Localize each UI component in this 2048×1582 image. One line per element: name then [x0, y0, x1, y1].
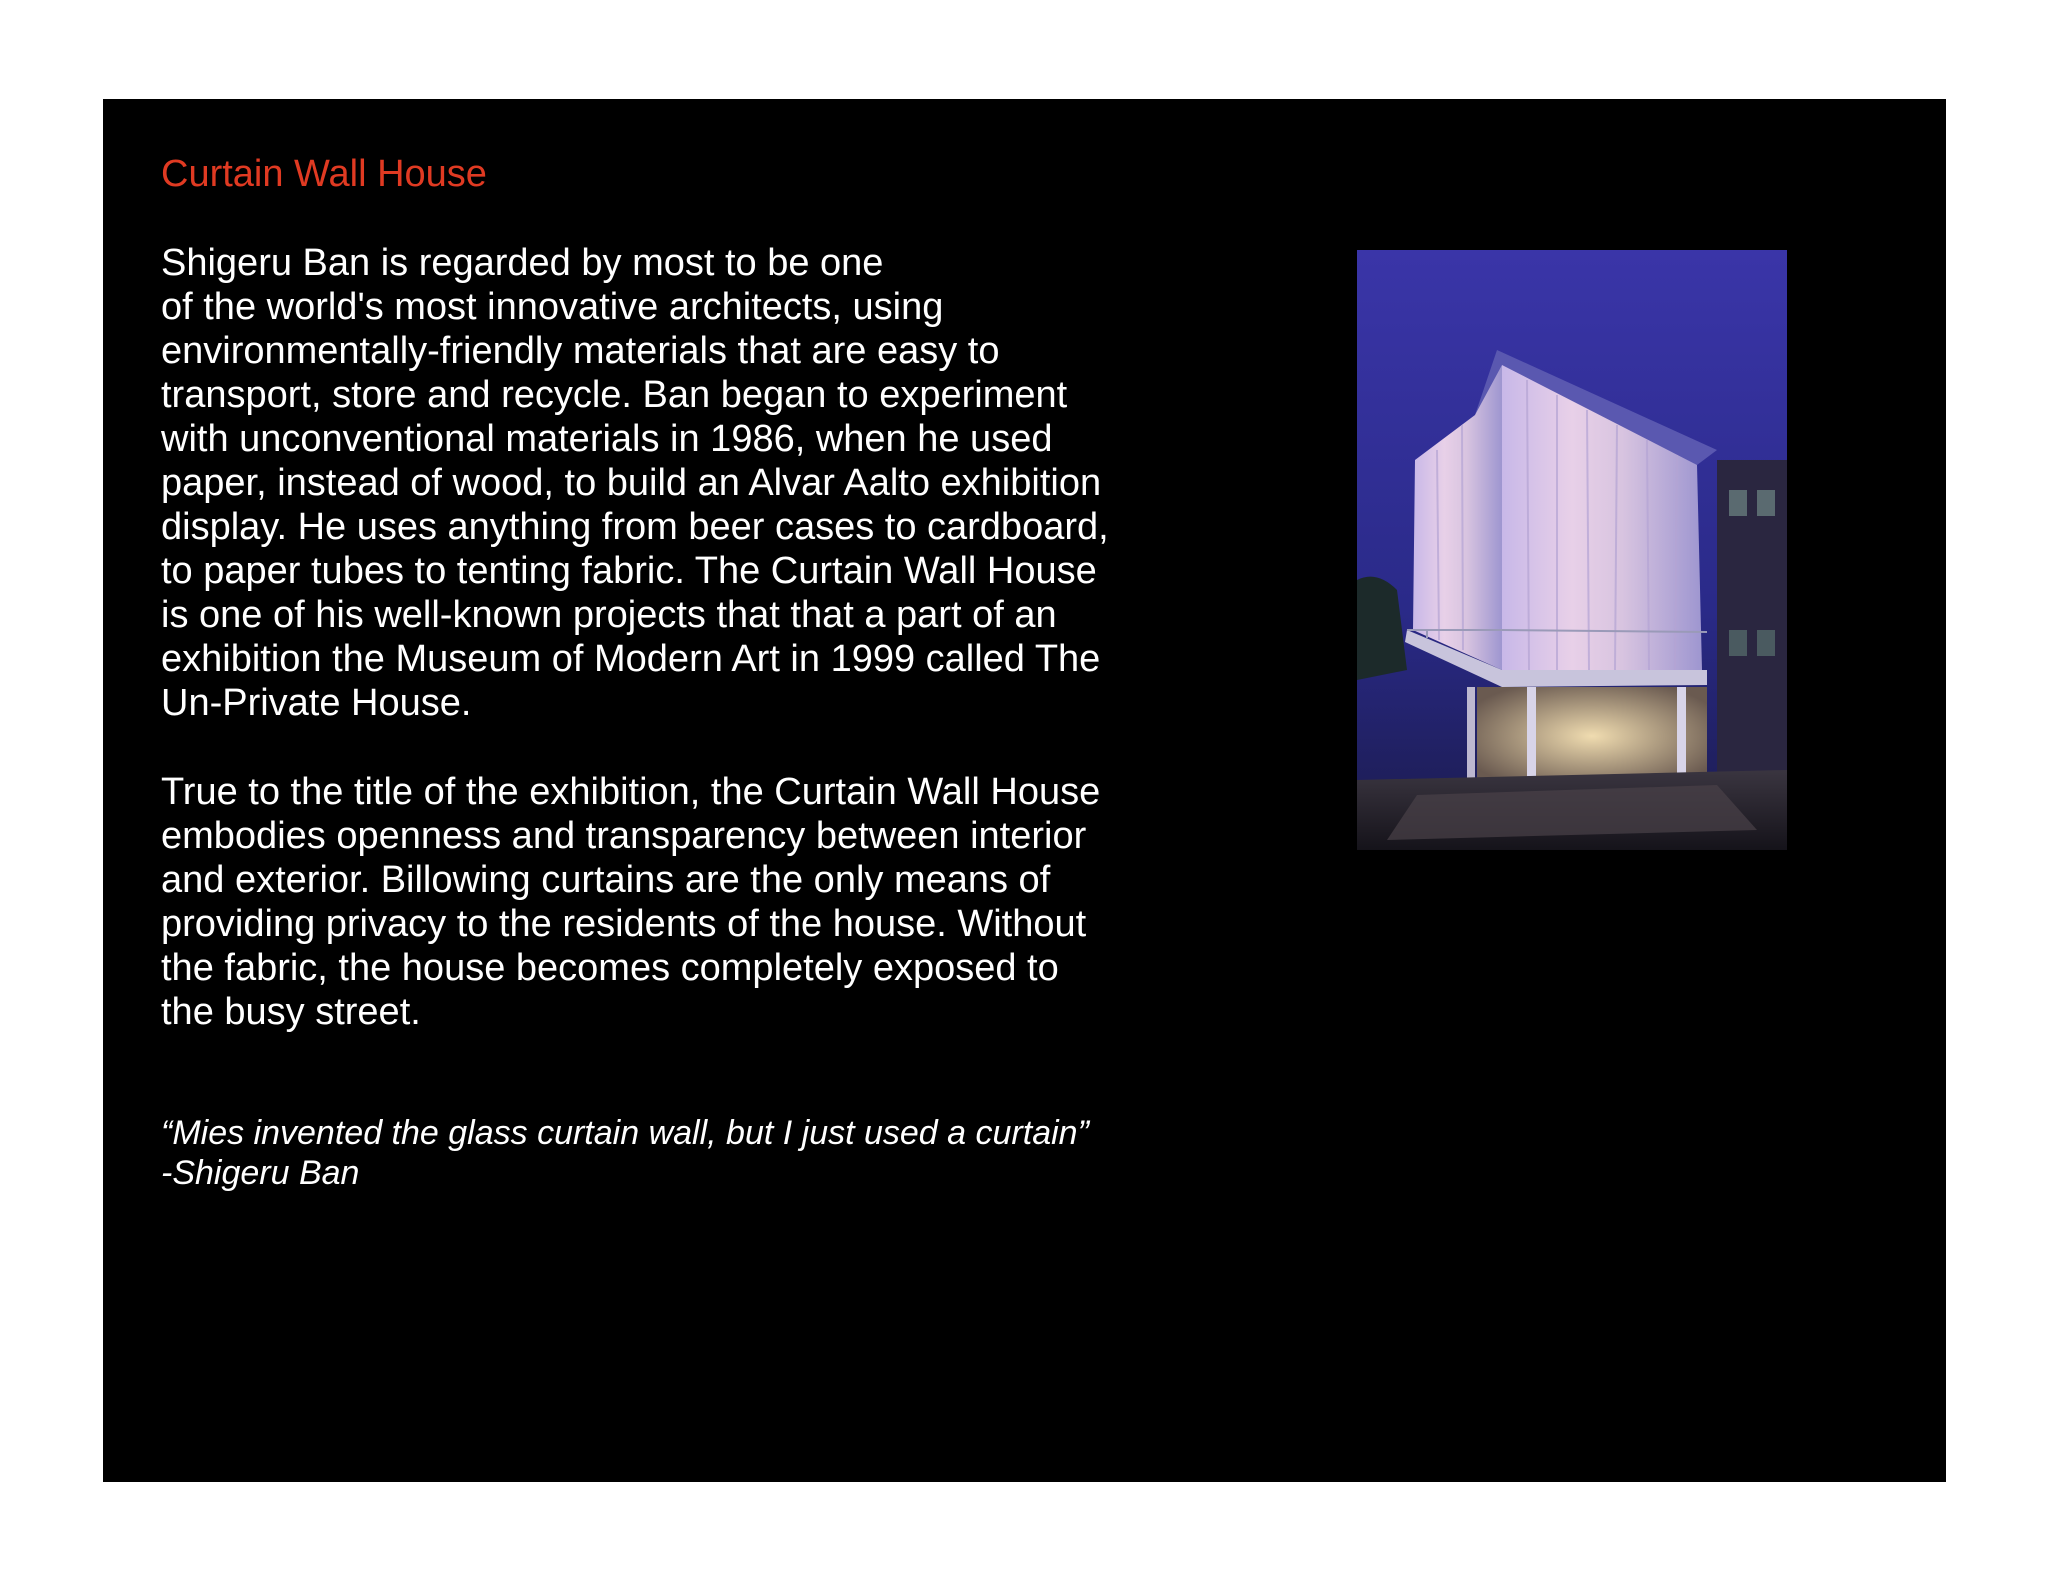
- text-line: exhibition the Museum of Modern Art in 1999 called The: [161, 638, 1101, 680]
- text-line: the fabric, the house becomes completely exposed to: [161, 947, 1059, 989]
- text-line: is one of his well-known projects that that a part of an: [161, 594, 1057, 636]
- text-line: display. He uses anything from beer cases to cardboard,: [161, 506, 1109, 548]
- text-line: to paper tubes to tenting fabric. The Curtain Wall House: [161, 550, 1097, 592]
- text-line: paper, instead of wood, to build an Alvar Aalto exhibition: [161, 462, 1102, 504]
- paragraph-intro: [161, 241, 1109, 725]
- text-line: the busy street.: [161, 991, 421, 1033]
- text-line: embodies openness and transparency between interior: [161, 815, 1087, 857]
- text-line: with unconventional materials in 1986, when he used: [161, 418, 1053, 460]
- text-line: Un-Private House.: [161, 682, 472, 724]
- text-line: and exterior. Billowing curtains are the only means of: [161, 859, 1051, 901]
- neighbor-building: [1717, 460, 1787, 790]
- text-line: providing privacy to the residents of the house. Without: [161, 903, 1087, 945]
- text-line: of the world's most innovative architects, using: [161, 286, 944, 328]
- slide-title: Curtain Wall House: [161, 153, 487, 195]
- paragraph-description: [161, 770, 1100, 1034]
- text-line: environmentally-friendly materials that are easy to: [161, 330, 1000, 372]
- slide: [103, 99, 1946, 1482]
- text-line: transport, store and recycle. Ban began to experiment: [161, 374, 1068, 416]
- house-photo: [1357, 250, 1787, 850]
- quote: [161, 1113, 1089, 1193]
- text-line: True to the title of the exhibition, the Curtain Wall House: [161, 771, 1101, 813]
- quote-attribution: -Shigeru Ban: [161, 1154, 360, 1192]
- text-line: Shigeru Ban is regarded by most to be one: [161, 242, 884, 284]
- ground-floor: [1477, 687, 1707, 785]
- quote-text: “Mies invented the glass curtain wall, but I just used a curtain”: [161, 1114, 1089, 1152]
